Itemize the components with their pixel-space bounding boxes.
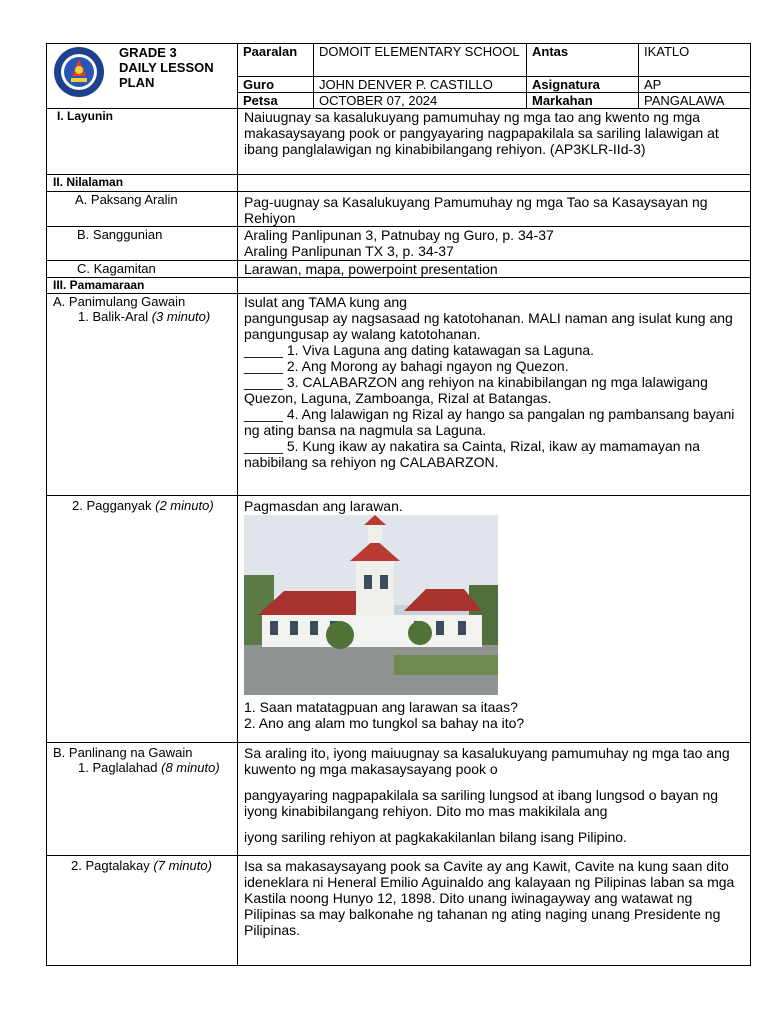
kagamitan-label: C. Kagamitan [47, 261, 238, 278]
balik-item: _____ 4. Ang lalawigan ng Rizal ay hango sa pangalan ng pambansang bayani ng ating bansa na nagmula sa Laguna. [244, 406, 735, 438]
pagtalakay-content: Isa sa makasaysayang pook sa Cavite ay ang Kawit, Cavite na kung saan dito ideneklara ni Heneral Emilio Aguinaldo ang kalayaan ng Pilipinas laban sa mga Kastila noong Hunyo 12, 1898. Dito unang iwinagayway ang watawat ng Pilipinas sa may balkonahe ng tahanan ng ating naging unang Presidente ng Pilipinas. [238, 856, 751, 966]
paksang-aralin-label: A. Paksang Aralin [47, 192, 238, 227]
balik-item: _____ 2. Ang Morong ay bahagi ngayon ng Quezon. [244, 358, 569, 374]
balik-aral-content: Isulat ang TAMA kung ang pangungusap ay nagsasaad ng katotohanan. MALI naman ang isulat kung ang pangungusap ay walang katotohanan. _____ 1. Viva Laguna ang dating katawagan sa Laguna. _____ 2. Ang Morong ay bahagi ngayon ng Quezon. _____ 3. CALABARZON ang rehiyon na kinabibilangan ng mga lalawigang Quezon, Laguna, Zamboanga, Rizal at Batangas. _____ 4. Ang lalawigan ng Rizal ay hango sa pangalan ng pambansang bayani ng ating bansa na nagmula sa Laguna. _____ 5. Kung ikaw ay nakatira sa Cainta, Rizal, ikaw ay mamamayan na nabibilang sa rehiyon ng CALABARZON. [238, 294, 751, 496]
markahan-label: Markahan [527, 92, 639, 108]
paaralan-value: DOMOIT ELEMENTARY SCHOOL [314, 44, 527, 77]
kagamitan-text: Larawan, mapa, powerpoint presentation [238, 261, 751, 278]
layunin-label: I. Layunin [47, 109, 238, 175]
guro-label: Guro [238, 76, 314, 92]
paaralan-label: Paaralan [238, 44, 314, 77]
paglalahad-label-cell: B. Panlinang na Gawain 1. Paglalahad (8 minuto) [47, 743, 238, 856]
aguinaldo-shrine-photo [244, 515, 498, 695]
layunin-text: Naiuugnay sa kasalukuyang pamumuhay ng mga tao ang kwento ng mga makasaysayang pook or pangyayaring nagpapakilala sa sariling lalawigan at ibang panglalawigan ng kinabibilangang rehiyon. (AP3KLR-IId-3) [238, 109, 751, 175]
pamamaraan-label: III. Pamamaraan [47, 278, 238, 294]
paksang-aralin-text: Pag-uugnay sa Kasalukuyang Pamumuhay ng mga Tao sa Kasaysayan ng Rehiyon [238, 192, 751, 227]
asignatura-label: Asignatura [527, 76, 639, 92]
guro-value: JOHN DENVER P. CASTILLO [314, 76, 527, 92]
balik-item: _____ 5. Kung ikaw ay nakatira sa Cainta, Rizal, ikaw ay mamamayan na nabibilang sa rehiyon ng CALABARZON. [244, 438, 701, 470]
sanggunian-text: Araling Panlipunan 3, Patnubay ng Guro, p. 34-37 Araling Panlipunan TX 3, p. 34-37 [238, 227, 751, 261]
antas-value: IKATLO [639, 44, 751, 77]
petsa-label: Petsa [238, 92, 314, 108]
petsa-value: OCTOBER 07, 2024 [314, 92, 527, 108]
deped-seal-icon [53, 46, 105, 98]
lesson-plan-table [46, 43, 751, 966]
pagtalakay-label-cell: 2. Pagtalakay (7 minuto) [47, 856, 238, 966]
lesson-plan-sheet [46, 43, 750, 966]
pagganyak-label-cell: 2. Pagganyak (2 minuto) [47, 496, 238, 743]
balik-aral-label-cell: A. Panimulang Gawain 1. Balik-Aral (3 minuto) [47, 294, 238, 496]
balik-item: _____ 1. Viva Laguna ang dating katawagan sa Laguna. [244, 342, 595, 358]
school-header-cell [47, 44, 238, 109]
balik-item: _____ 3. CALABARZON ang rehiyon na kinabibilangan ng mga lalawigang Quezon, Laguna, Zamboanga, Rizal at Batangas. [244, 374, 708, 406]
sanggunian-label: B. Sanggunian [47, 227, 238, 261]
nilalaman-empty [238, 175, 751, 192]
grade-title: GRADE 3 DAILY LESSON PLAN [119, 45, 214, 90]
antas-label: Antas [527, 44, 639, 77]
paglalahad-content: Sa araling ito, iyong maiuugnay sa kasalukuyang pamumuhay ng mga tao ang kuwento ng mga makasaysayang pook o pangyayaring nagpapakilala sa sariling lungsod at ibang lungsod o bayan ng iyong kinabibilangang rehiyon. Dito mo mas makikilala ang iyong sariling rehiyon at pagkakakilanlan bilang isang Pilipino. [238, 743, 751, 856]
pagganyak-content: Pagmasdan ang larawan. 1. Saan matatagpuan ang larawan sa itaas? 2. Ano ang alam mo tungkol sa bahay na ito? [238, 496, 751, 743]
pamamaraan-empty [238, 278, 751, 294]
markahan-value: PANGALAWA [639, 92, 751, 108]
nilalaman-label: II. Nilalaman [47, 175, 238, 192]
asignatura-value: AP [639, 76, 751, 92]
